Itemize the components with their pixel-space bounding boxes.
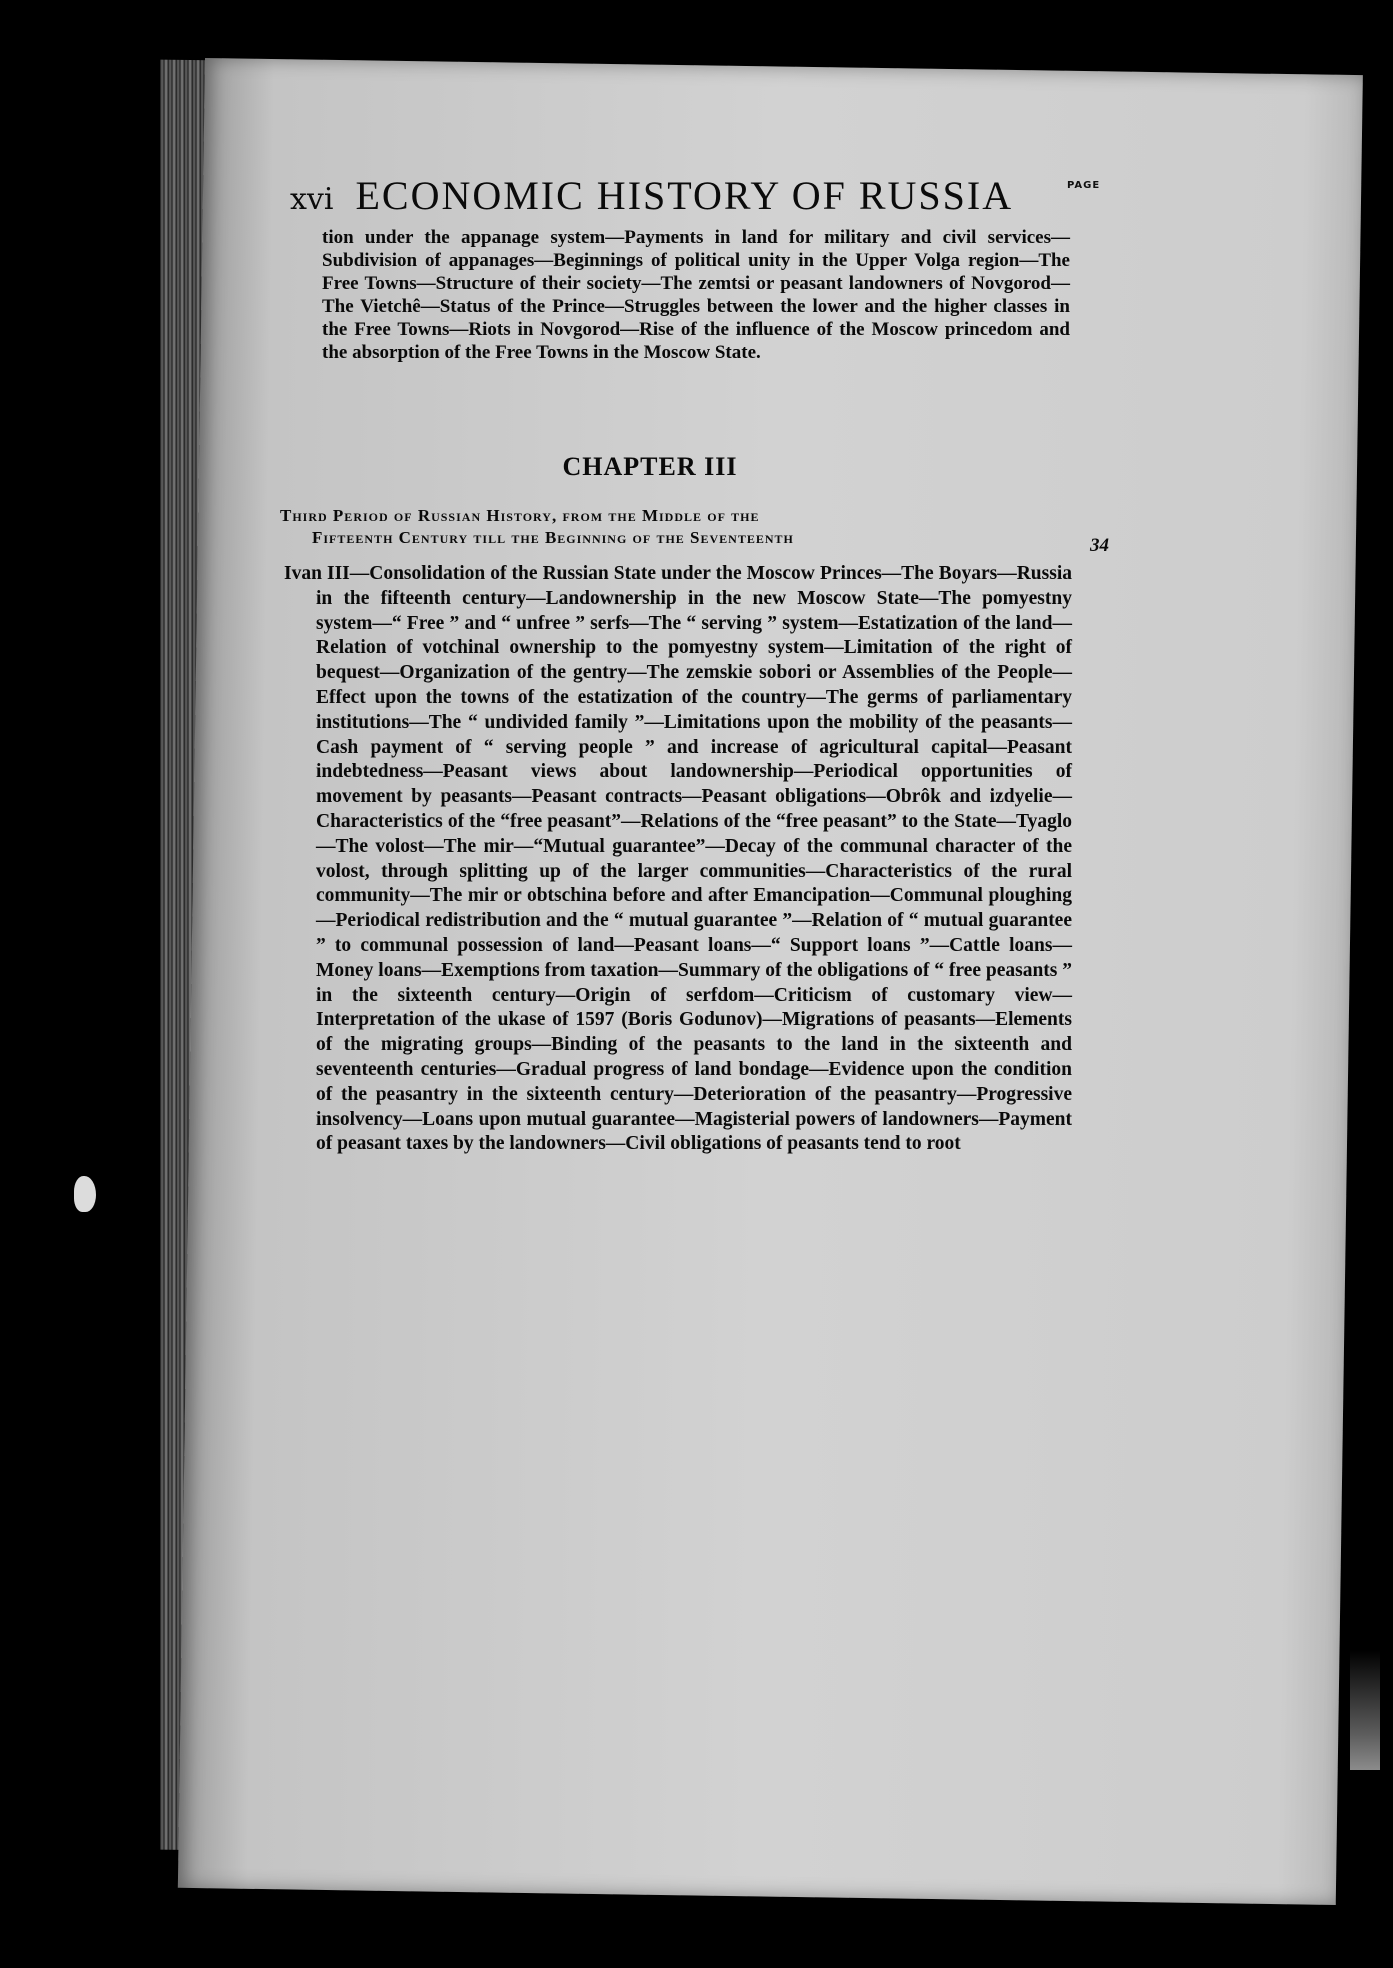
- running-title: ECONOMIC HISTORY OF RUSSIA: [355, 173, 1014, 218]
- chapter-heading: CHAPTER III: [562, 452, 738, 481]
- chapter-title-line-1: Third Period of Russian History, from the Middle of the: [280, 506, 760, 525]
- folio-number: xvi: [290, 182, 334, 217]
- chapter-summary-paragraph: Ivan III—Consolidation of the Russian State under the Moscow Princes—The Boyars—Russia in the fifteenth century—Landownership in the new Moscow State—The pomyestny system—“ Free ” and “ unfree ” serfs—The “ serving ” system—Estatization of the land—Relation of votchinal ownership to the pomyestny system—Limitation of the right of bequest—Organization of the gentry—The zemskie sobori or Assemblies of the People—Effect upon the towns of the estatization of the country—The germs of parliamentary institutions—The “ undivided family ”—Limitations upon the mobility of the peasants—Cash payment of “ serving people ” and increase of agricultural capital—Peasant indebtedness—Peasant views about landownership—Periodical opportunities of movement by peasants—Peasant contracts—Peasant obligations—Obrôk and izdyelie—Characteristics of the “free peasant”—Relations of the “free peasant” to the State—Tyaglo—The volost—The mir—“Mutual guarantee”—Decay of the communal character of the volost, through splitting up of the larger communities—Characteristics of the rural community—The mir or obtschina before and after Emancipation—Communal ploughing—Periodical redistribution and the “ mutual guarantee ”—Relation of “ mutual guarantee ” to communal possession of land—Peasant loans—“ Support loans ”—Cattle loans—Money loans—Exemptions from taxation—Summary of the obligations of “ free peasants ” in the sixteenth century—Origin of serfdom—Criticism of customary view—Interpretation of the ukase of 1597 (Boris Godunov)—Migrations of peasants—Elements of the migrating groups—Binding of the peasants to the land in the sixteenth and seventeenth centuries—Gradual progress of land bondage—Evidence upon the condition of the peasantry in the sixteenth century—Deterioration of the peasantry—Progressive insolvency—Loans upon mutual guarantee—Magisterial powers of landowners—Payment of peasant taxes by the landowners—Civil obligations of peasants tend to root: [284, 563, 1072, 1155]
- scan-artifact-blot: [74, 1176, 96, 1212]
- page-header: [290, 172, 1070, 219]
- page-column-label: PAGE: [1067, 180, 1101, 191]
- chapter-title: [280, 505, 1070, 549]
- chapter-title-line-2: Fifteenth Century till the Beginning of the Seventeenth: [312, 528, 794, 547]
- chapter-page-number: 34: [1090, 535, 1109, 556]
- section-intro-paragraph: tion under the appanage system—Payments in land for military and civil services—Subdivision of appanages—Beginnings of political unity in the Upper Volga region—The Free Towns—Structure of their society—The zemtsi or peasant landowners of Novgorod—The Vietchê—Status of the Prince—Struggles between the lower and the higher classes in the Free Towns—Riots in Novgorod—Rise of the influence of the Moscow princedom and the absorption of the Free Towns in the Moscow State.: [322, 227, 1070, 363]
- scan-artifact-corner: [1350, 1650, 1380, 1770]
